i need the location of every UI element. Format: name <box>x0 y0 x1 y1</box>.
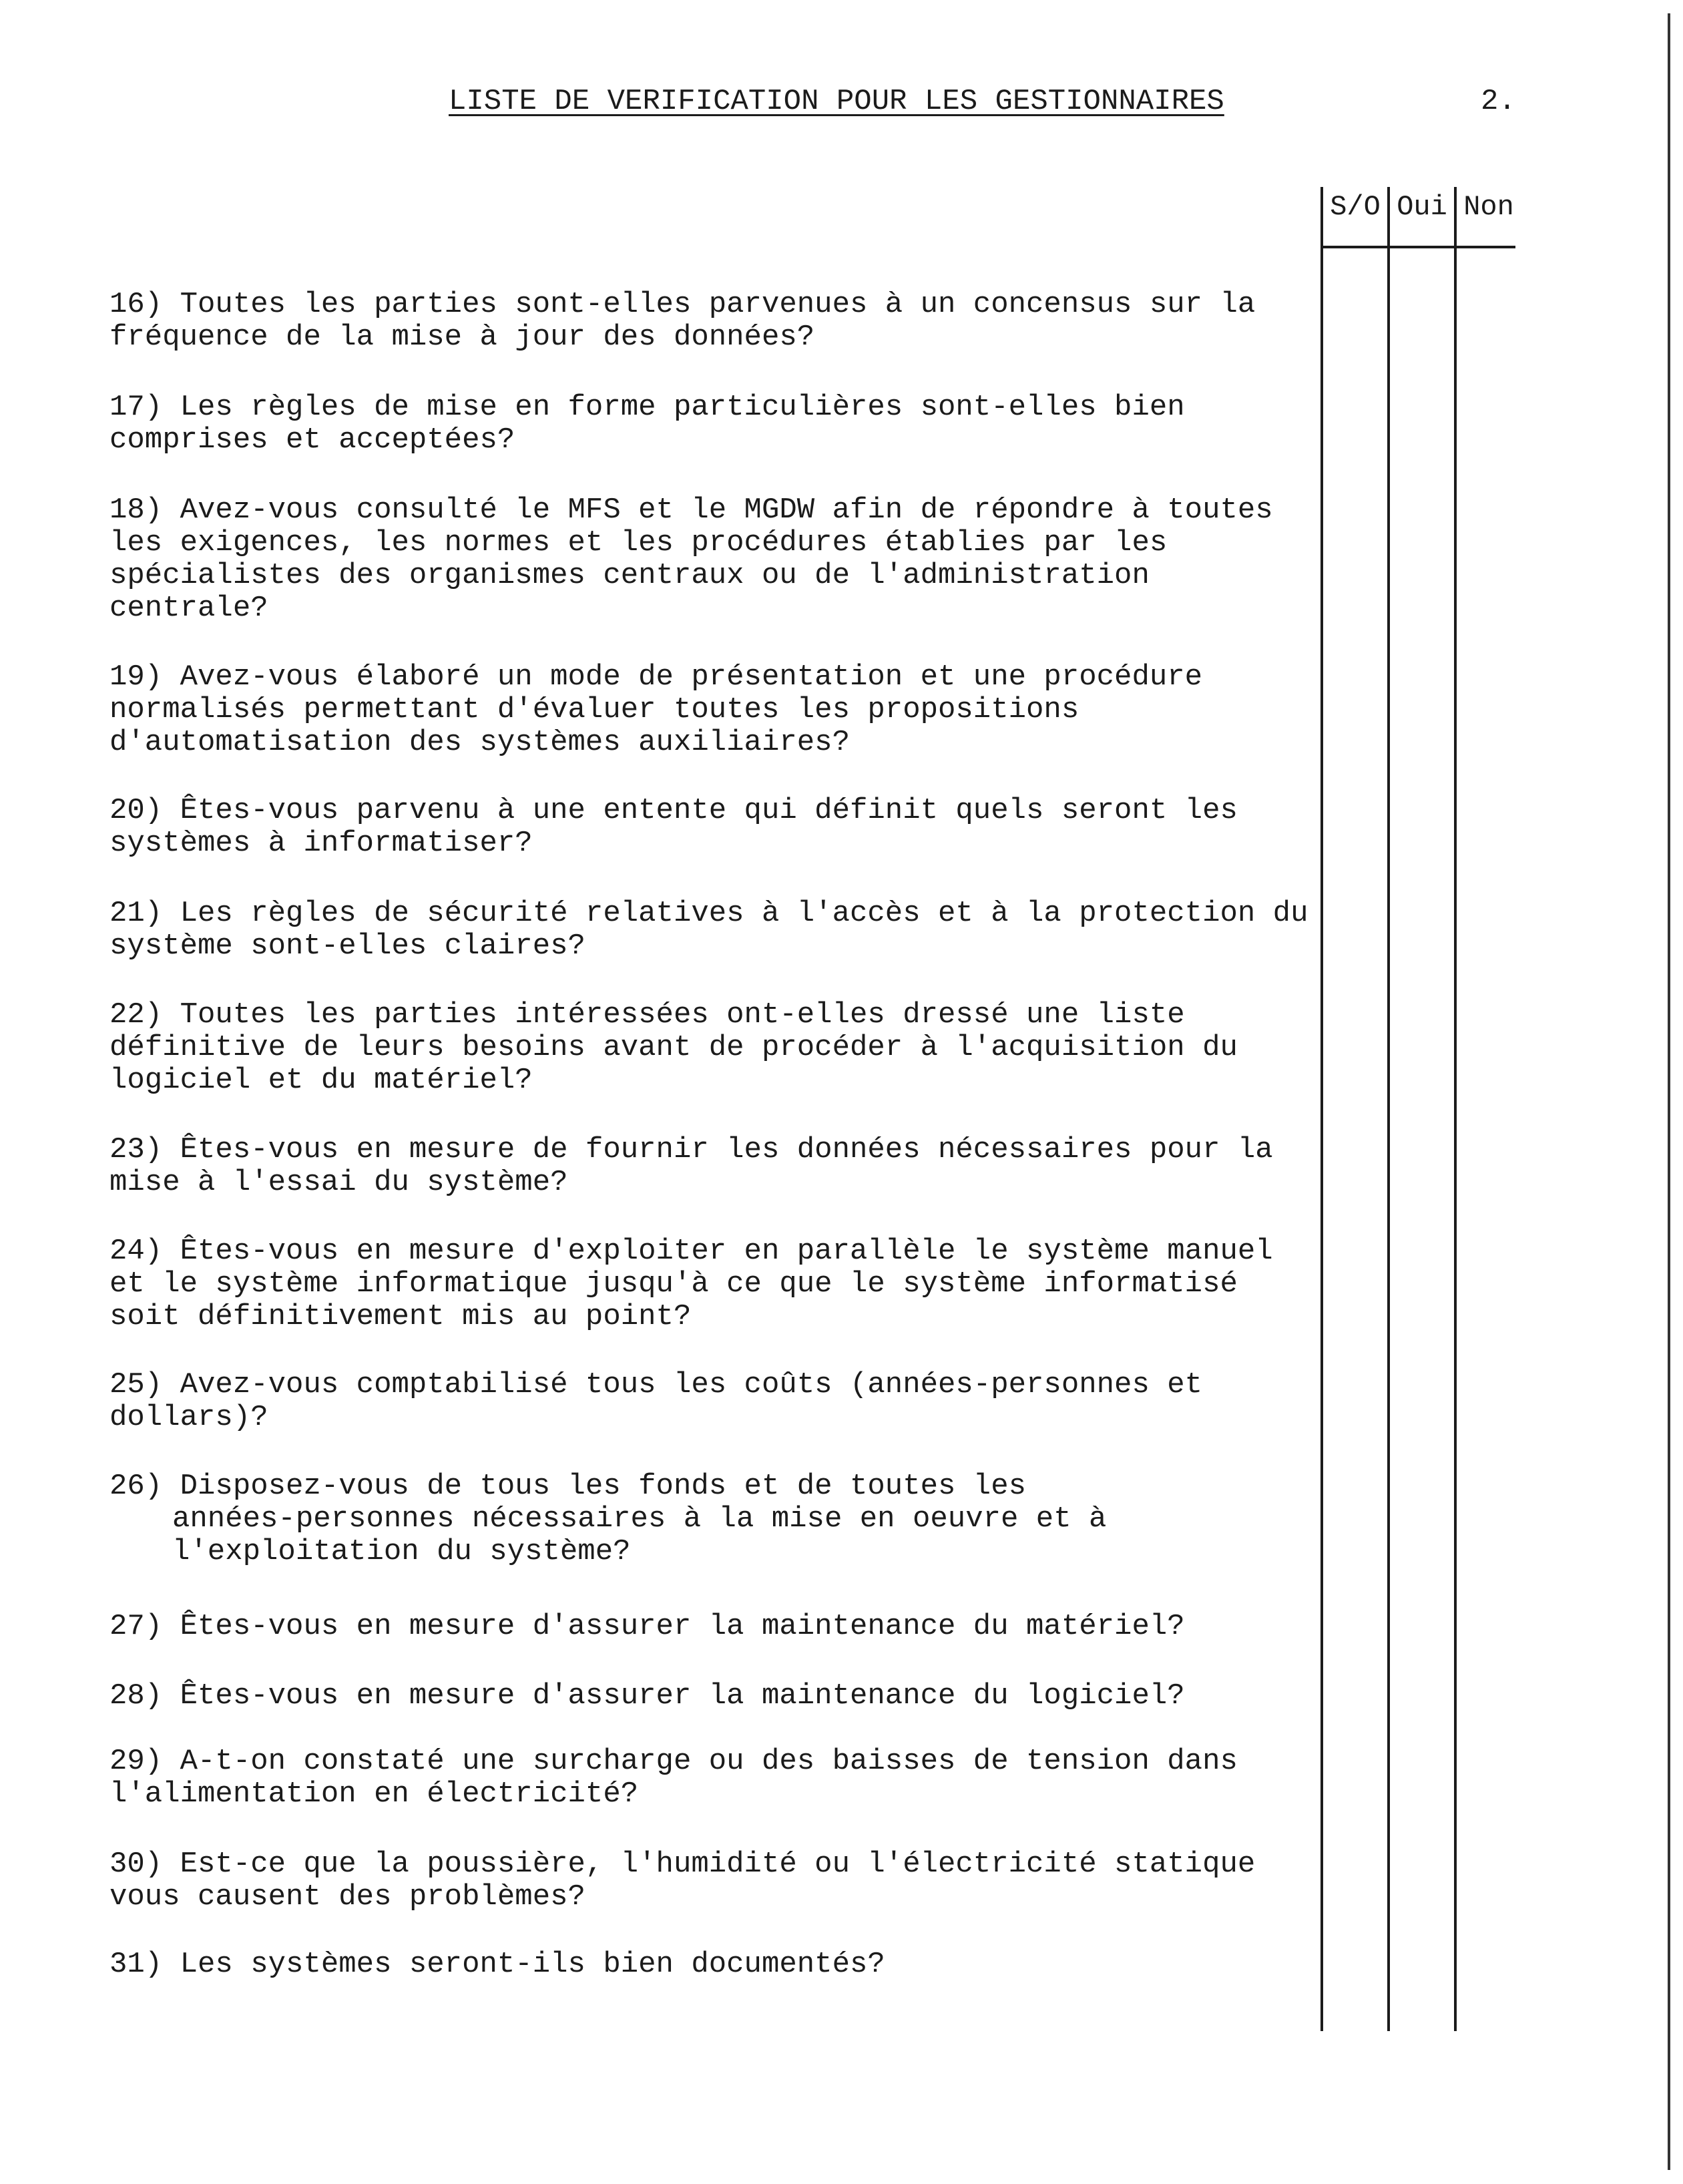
question-line: 18) Avez-vous consulté le MFS et le MGDW afin de répondre à toutes <box>109 493 1273 527</box>
page-title: LISTE DE VERIFICATION POUR LES GESTIONNAIRES <box>449 85 1224 118</box>
question-item <box>109 1745 1311 1811</box>
page-edge-rule <box>1668 13 1670 2170</box>
question-line: 16) Toutes les parties sont-elles parvenues à un concensus sur la <box>109 288 1256 321</box>
question-line: 20) Êtes-vous parvenu à une entente qui définit quels seront les <box>109 794 1238 827</box>
question-line: système sont-elles claires? <box>109 929 585 963</box>
question-line: années-personnes nécessaires à la mise en oeuvre et à <box>172 1502 1107 1536</box>
question-item <box>109 897 1311 963</box>
question-line: spécialistes des organismes centraux ou de l'administration <box>109 559 1150 592</box>
question-line: 31) Les systèmes seront-ils bien documentés? <box>109 1948 885 1981</box>
question-line: mise à l'essai du système? <box>109 1166 568 1199</box>
question-line: 29) A-t-on constaté une surcharge ou des baisses de tension dans <box>109 1745 1238 1778</box>
question-line: 27) Êtes-vous en mesure d'assurer la maintenance du matériel? <box>109 1610 1185 1643</box>
column-rule-oui-non <box>1454 187 1457 2031</box>
question-item <box>109 391 1311 457</box>
page-number: 2. <box>1481 85 1516 118</box>
question-item <box>109 661 1311 759</box>
question-item <box>109 1848 1311 1914</box>
question-line: l'alimentation en électricité? <box>109 1777 639 1811</box>
question-line: soit définitivement mis au point? <box>109 1300 692 1333</box>
question-line: 17) Les règles de mise en forme particulières sont-elles bien <box>109 391 1185 424</box>
question-line: 24) Êtes-vous en mesure d'exploiter en parallèle le système manuel <box>109 1235 1273 1268</box>
column-header-so: S/O <box>1330 191 1381 223</box>
question-line: 21) Les règles de sécurité relatives à l'accès et à la protection du <box>109 897 1308 930</box>
question-item <box>109 1470 1311 1568</box>
question-line: comprises et acceptées? <box>109 423 515 457</box>
question-line: fréquence de la mise à jour des données? <box>109 320 815 354</box>
question-line: 30) Est-ce que la poussière, l'humidité ou l'électricité statique <box>109 1847 1256 1881</box>
question-line: logiciel et du matériel? <box>109 1064 533 1097</box>
question-item <box>109 1369 1311 1434</box>
question-item <box>109 1610 1311 1643</box>
column-header-oui: Oui <box>1397 191 1447 223</box>
column-rule-so-oui <box>1387 187 1390 2031</box>
question-line: les exigences, les normes et les procédures établies par les <box>109 526 1168 560</box>
question-line: 25) Avez-vous comptabilisé tous les coûts (années-personnes et <box>109 1368 1203 1401</box>
question-item <box>109 795 1311 860</box>
question-item <box>109 1235 1311 1333</box>
question-line: 28) Êtes-vous en mesure d'assurer la maintenance du logiciel? <box>109 1679 1185 1713</box>
column-header-rule <box>1322 246 1515 248</box>
column-rule-left <box>1320 187 1323 2031</box>
question-line: vous causent des problèmes? <box>109 1880 585 1914</box>
question-line: systèmes à informatiser? <box>109 827 533 860</box>
question-line: centrale? <box>109 592 268 625</box>
question-line: d'automatisation des systèmes auxiliaires? <box>109 726 850 759</box>
question-line: 26) Disposez-vous de tous les fonds et de toutes les <box>109 1470 1027 1503</box>
question-line: 23) Êtes-vous en mesure de fournir les données nécessaires pour la <box>109 1133 1273 1166</box>
question-item <box>109 1680 1311 1713</box>
question-item <box>109 999 1311 1097</box>
question-line: normalisés permettant d'évaluer toutes les propositions <box>109 693 1079 726</box>
question-line: dollars)? <box>109 1401 268 1434</box>
question-item <box>109 288 1311 354</box>
column-header-non: Non <box>1463 191 1514 223</box>
question-line: l'exploitation du système? <box>172 1535 631 1568</box>
question-line: définitive de leurs besoins avant de procéder à l'acquisition du <box>109 1031 1238 1064</box>
question-line: 22) Toutes les parties intéressées ont-elles dressé une liste <box>109 998 1185 1032</box>
question-item <box>109 1948 1311 1981</box>
question-item <box>109 494 1311 625</box>
question-line: et le système informatique jusqu'à ce que le système informatisé <box>109 1267 1238 1301</box>
question-item <box>109 1134 1311 1199</box>
question-line: 19) Avez-vous élaboré un mode de présentation et une procédure <box>109 660 1203 694</box>
